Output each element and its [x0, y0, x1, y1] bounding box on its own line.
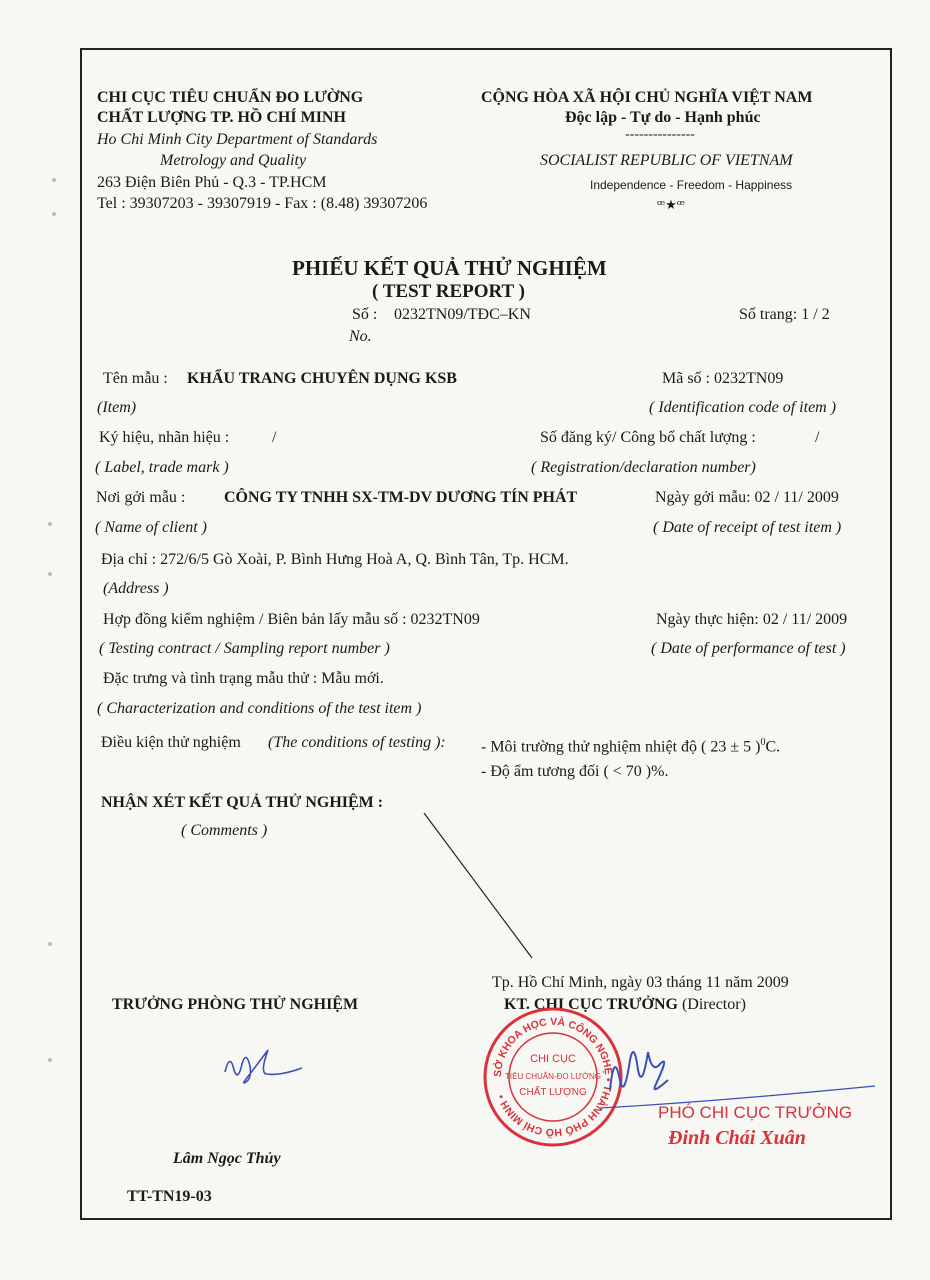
lab-head-title: TRƯỞNG PHÒNG THỬ NGHIỆM [112, 996, 359, 1013]
org-name-en-line2: Metrology and Quality [160, 152, 307, 169]
deputy-title: PHÓ CHI CỤC TRƯỞNG [658, 1103, 853, 1122]
deputy-name: Đinh Chái Xuân [668, 1127, 806, 1149]
stamp-ring-text: SỞ KHOA HỌC VÀ CÔNG NGHỆ • THÀNH PHỐ HỒ CHÍ MINH • [491, 1015, 615, 1139]
sample-condition-en: ( Characterization and conditions of the test item ) [97, 700, 422, 717]
performance-date: Ngày thực hiện: 02 / 11/ 2009 [656, 611, 848, 628]
ornament: ꟹ★ꟹ [657, 197, 685, 212]
item-label-en: (Item) [97, 399, 137, 416]
identification-code-en: ( Identification code of item ) [649, 399, 837, 416]
republic-name: CỘNG HÒA XÃ HỘI CHỦ NGHĨA VIỆT NAM [481, 89, 813, 106]
receipt-date: Ngày gởi mẫu: 02 / 11/ 2009 [655, 489, 839, 506]
contract-number-en: ( Testing contract / Sampling report number ) [99, 640, 390, 657]
director-title: KT. CHI CỤC TRƯỞNG (Director) [504, 996, 746, 1013]
lab-head-signature [220, 1042, 310, 1092]
contract-number: Hợp đồng kiểm nghiệm / Biên bản lấy mẫu số : 0232TN09 [103, 611, 480, 628]
stamp-center-line2: TIÊU CHUẨN-ĐO LƯỜNG [505, 1072, 601, 1081]
form-code: TT-TN19-03 [127, 1188, 212, 1205]
testing-temperature: - Môi trường thử nghiệm nhiệt độ ( 23 ± 5 )$^0$C. [481, 737, 781, 756]
org-address: 263 Điện Biên Phủ - Q.3 - TP.HCM [97, 174, 327, 191]
org-phone: Tel : 39307203 - 39307919 - Fax : (8.48) 39307206 [97, 195, 428, 212]
org-name-en-line1: Ho Chi Minh City Department of Standards [97, 131, 378, 148]
report-title: PHIẾU KẾT QUẢ THỬ NGHIỆM [292, 256, 607, 280]
client-value: CÔNG TY TNHH SX-TM-DV DƯƠNG TÍN PHÁT [224, 489, 578, 506]
org-name-line2: CHẤT LƯỢNG TP. HỒ CHÍ MINH [97, 109, 346, 126]
stamp-center-line1: CHI CỤC [530, 1053, 576, 1065]
trade-mark-label-en: ( Label, trade mark ) [95, 459, 229, 476]
stamp-center-line3: CHẤT LƯỢNG [519, 1087, 587, 1098]
trade-mark-value: / [272, 429, 277, 446]
report-subtitle: ( TEST REPORT ) [372, 281, 525, 302]
lab-head-name: Lâm Ngọc Thủy [173, 1150, 281, 1167]
client-address: Địa chỉ : 272/6/5 Gò Xoài, P. Bình Hưng Hoà A, Q. Bình Tân, Tp. HCM. [101, 551, 569, 568]
testing-conditions-label-en: (The conditions of testing ): [268, 734, 446, 751]
republic-name-en: SOCIALIST REPUBLIC OF VIETNAM [540, 152, 793, 169]
report-number-label: Số : [352, 306, 378, 323]
trade-mark-label: Ký hiệu, nhãn hiệu : [99, 429, 230, 446]
sample-condition: Đặc trưng và tình trạng mẫu thử : Mẫu mới. [103, 670, 384, 687]
client-address-en: (Address ) [103, 580, 169, 597]
testing-conditions-label: Điều kiện thử nghiệm [101, 734, 241, 751]
item-value: KHẨU TRANG CHUYÊN DỤNG KSB [187, 370, 457, 387]
identification-code: Mã số : 0232TN09 [662, 370, 784, 387]
client-label-en: ( Name of client ) [95, 519, 207, 536]
signing-date: Tp. Hồ Chí Minh, ngày 03 tháng 11 năm 2009 [492, 974, 789, 991]
header-divider: --------------- [625, 127, 695, 142]
registration-value: / [815, 429, 820, 446]
registration-label-en: ( Registration/declaration number) [531, 459, 756, 476]
comments-heading-en: ( Comments ) [181, 822, 268, 839]
org-name-line1: CHI CỤC TIÊU CHUẨN ĐO LƯỜNG [97, 89, 364, 106]
republic-motto-en: Independence - Freedom - Happiness [590, 178, 793, 192]
republic-motto: Độc lập - Tự do - Hạnh phúc [565, 109, 761, 126]
client-label: Nơi gởi mẫu : [96, 489, 186, 506]
performance-date-en: ( Date of performance of test ) [651, 640, 846, 657]
testing-humidity: - Độ ẩm tương đối ( < 70 )%. [481, 763, 669, 780]
comments-heading: NHẬN XÉT KẾT QUẢ THỬ NGHIỆM : [101, 794, 384, 811]
page-count: Số trang: 1 / 2 [739, 306, 830, 323]
receipt-date-en: ( Date of receipt of test item ) [653, 519, 842, 536]
report-number-en: No. [349, 328, 372, 345]
report-number: 0232TN09/TĐC–KN [394, 306, 531, 323]
registration-label: Số đăng ký/ Công bố chất lượng : [540, 429, 756, 446]
item-label: Tên mẫu : [103, 370, 168, 387]
